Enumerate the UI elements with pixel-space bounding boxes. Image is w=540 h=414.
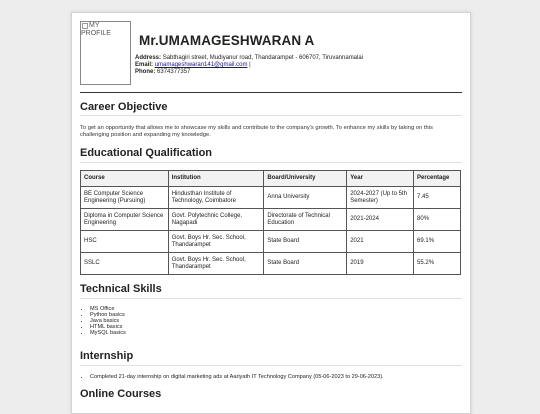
header-divider: [80, 92, 462, 93]
column-header-board: Board/University: [264, 171, 347, 187]
cell-institution: Hindusthan Institute of Technology, Coimbatore: [168, 187, 264, 209]
technical-skills-heading: Technical Skills: [80, 283, 162, 295]
cell-percentage: 55.2%: [414, 253, 461, 275]
internship-divider: [80, 365, 462, 366]
list-item: • Python basics: [90, 312, 126, 318]
career-objective-heading: Career Objective: [80, 101, 168, 113]
cell-year: 2024-2027 (Up to 5th Semester): [347, 187, 414, 209]
cell-board: State Board: [264, 253, 347, 275]
list-item: • HTML basics: [90, 324, 126, 330]
email-link[interactable]: umamageshwaran141@gmail.com: [154, 62, 248, 68]
resume-page: [71, 12, 471, 414]
education-table: [80, 170, 461, 275]
phone-line: [135, 69, 363, 76]
address-value: Sabthagiri street, Mudiyanur road, Thandarampet - 606707, Tiruvannamalai: [162, 55, 364, 61]
table-row: [81, 209, 461, 231]
contact-details: [135, 55, 363, 76]
address-label: Address:: [135, 55, 162, 61]
table-row: [81, 253, 461, 275]
cell-board: Directorate of Technical Education: [264, 209, 347, 231]
broken-image-icon: [82, 23, 88, 29]
cell-year: 2021: [347, 231, 414, 253]
skills-list: [80, 306, 126, 336]
profile-photo-alt: MY PROFILE: [81, 22, 111, 37]
career-divider: [80, 115, 462, 116]
column-header-percentage: Percentage: [414, 171, 461, 187]
cell-percentage: 80%: [414, 209, 461, 231]
cell-course: HSC: [81, 231, 169, 253]
candidate-name: Mr.UMAMAGESHWARAN A: [139, 33, 315, 48]
education-heading: Educational Qualification: [80, 147, 213, 159]
cell-institution: Govt. Boys Hr. Sec. School, Thandarampet: [168, 253, 264, 275]
cell-year: 2019: [347, 253, 414, 275]
list-item: • Completed 21-day internship on digital marketing ads at Aariyath IT Technology Company (05-06-2023 to 29-06-2023).: [90, 374, 384, 380]
list-item: • MS Office: [90, 306, 126, 312]
cell-year: 2021-2024: [347, 209, 414, 231]
column-header-course: Course: [81, 171, 169, 187]
phone-label: Phone:: [135, 69, 156, 75]
email-label: Email:: [135, 62, 154, 68]
list-item: • MySQL basics: [90, 330, 126, 336]
career-objective-text: To get an opportunity that allows me to showcase my skills and contribute to the company's growth. To enhance my skills by taking on this challenging position and expanding my knowledge.: [80, 125, 433, 138]
column-header-year: Year: [347, 171, 414, 187]
education-divider: [80, 162, 462, 163]
email-separator: |: [249, 62, 251, 68]
internship-heading: Internship: [80, 350, 134, 362]
cell-percentage: 7.45: [414, 187, 461, 209]
table-row: [81, 187, 461, 209]
column-header-institution: Institution: [168, 171, 264, 187]
profile-photo: [80, 21, 131, 85]
cell-institution: Govt. Boys Hr. Sec. School, Thandarampet: [168, 231, 264, 253]
list-item: • Java basics: [90, 318, 126, 324]
table-row: [81, 231, 461, 253]
cell-institution: Govt. Polytechnic College, Nagapadi: [168, 209, 264, 231]
cell-course: Diploma in Computer Science Engineering: [81, 209, 169, 231]
cell-board: Anna University: [264, 187, 347, 209]
online-courses-heading: Online Courses: [80, 388, 162, 400]
phone-value: 6374377357: [157, 69, 191, 75]
email-line: [135, 62, 363, 69]
address-line: [135, 55, 363, 62]
internship-list: [80, 374, 384, 380]
cell-course: BE Computer Science Engineering (Pursuing): [81, 187, 169, 209]
education-header-row: [81, 171, 461, 187]
skills-divider: [80, 298, 462, 299]
cell-board: State Board: [264, 231, 347, 253]
cell-percentage: 69.1%: [414, 231, 461, 253]
cell-course: SSLC: [81, 253, 169, 275]
